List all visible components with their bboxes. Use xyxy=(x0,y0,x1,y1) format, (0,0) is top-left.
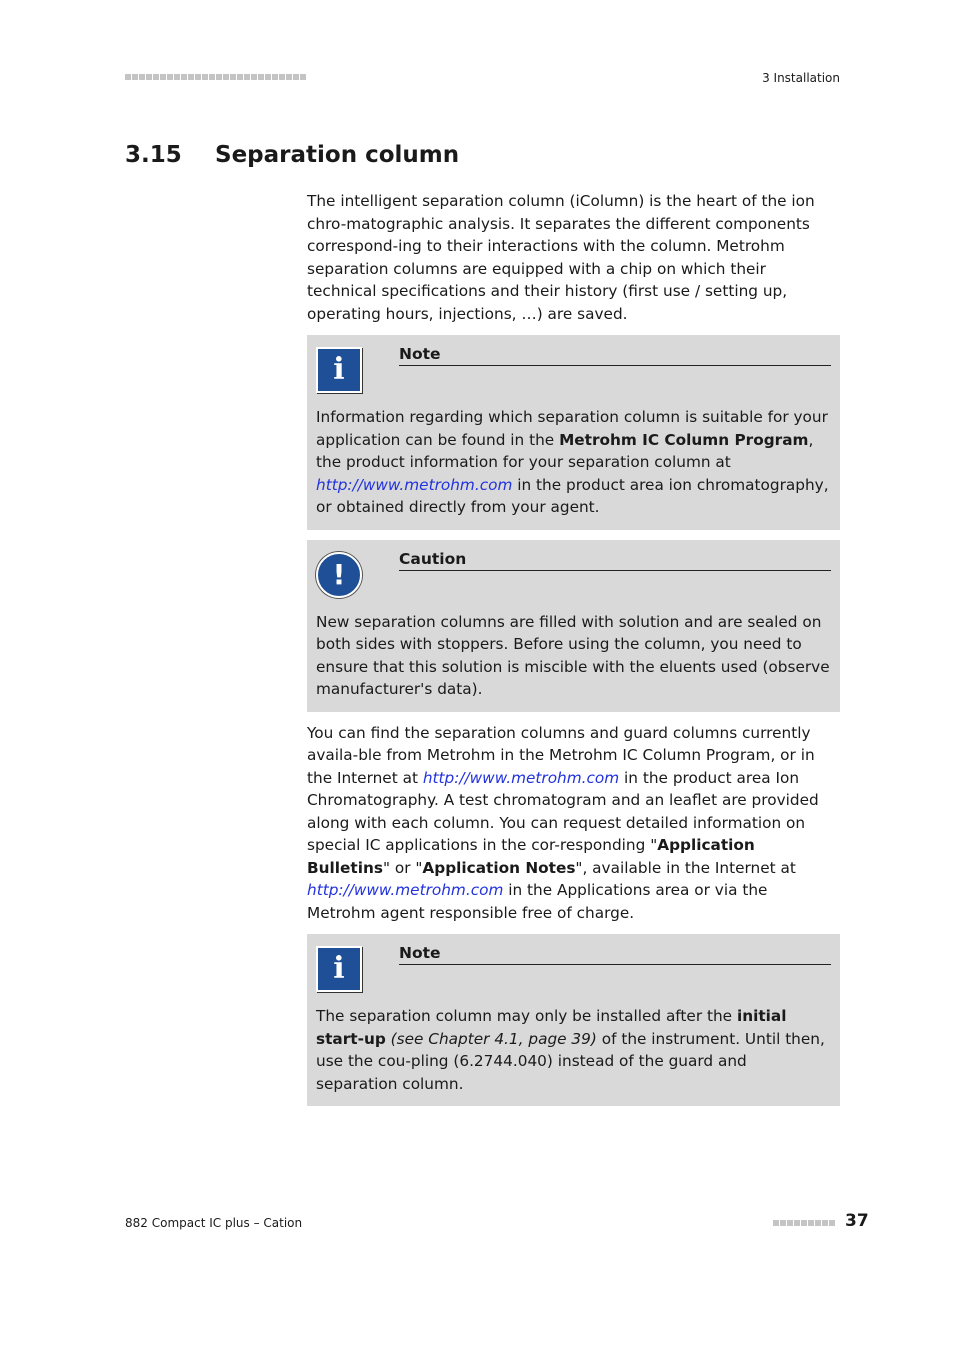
caution-box xyxy=(307,540,840,712)
caution-title: Caution xyxy=(399,550,831,571)
section-number: 3.15 xyxy=(125,142,182,168)
note-text: The separation column may only be installed after the initial start-up (see Chapter 4.1, page 39) of the instrument. Until then, use the cou-pling (6.2744.040) instead of the guard and separation column. xyxy=(316,1007,825,1093)
note-text: Information regarding which separation column is suitable for your application can be found in the Metrohm IC Column Program, the product information for your separation column at http://www.metrohm.com in the product area ion chromatography, or obtained directly from your agent. xyxy=(316,408,829,516)
header-section-label: 3 Installation xyxy=(762,71,840,85)
footer-document-title: 882 Compact IC plus – Cation xyxy=(125,1216,303,1230)
info-icon: i xyxy=(316,347,362,393)
footer-decoration xyxy=(773,1220,835,1226)
note-title: Note xyxy=(399,944,831,965)
info-icon: i xyxy=(316,946,362,992)
section-title: Separation column xyxy=(215,142,460,168)
chapter-reference[interactable]: (see Chapter 4.1, page 39) xyxy=(390,1029,597,1048)
header-decoration xyxy=(125,74,306,80)
metrohm-link[interactable]: http://www.metrohm.com xyxy=(316,475,513,494)
page-number: 37 xyxy=(845,1211,869,1231)
exclamation-icon: ! xyxy=(316,552,362,598)
metrohm-link[interactable]: http://www.metrohm.com xyxy=(422,768,620,787)
caution-text: New separation columns are filled with solution and are sealed on both sides with stoppers. Before using the column, you need to ensure that this solution is miscible with the eluents used (observe manufacturer's data). xyxy=(316,612,830,698)
body-paragraph: You can find the separation columns and guard columns currently availa-ble from Metrohm in the Metrohm IC Column Program, or in the Internet at http://www.metrohm.com in the product area Ion Chromatography. A test chromatogram and an leaflet are provided along with each column. You can request detailed information on special IC applications in the cor-responding "Application Bulletins" or "Application Notes", available in the Internet at http://www.metrohm.com in the Applications area or via the Metrohm agent responsible free of charge. xyxy=(307,723,819,922)
note-box xyxy=(307,335,840,530)
metrohm-link[interactable]: http://www.metrohm.com xyxy=(307,881,504,899)
note-box xyxy=(307,934,840,1106)
note-title: Note xyxy=(399,345,831,366)
main-content xyxy=(307,190,840,1116)
intro-paragraph: The intelligent separation column (iColumn) is the heart of the ion chro-matographic analysis. It separates the different components correspond-ing to their interactions with the column. Metrohm separation columns are equipped with a chip on which their technical specifications and their history (first use / setting up, operating hours, injections, …) are saved. xyxy=(307,192,815,323)
